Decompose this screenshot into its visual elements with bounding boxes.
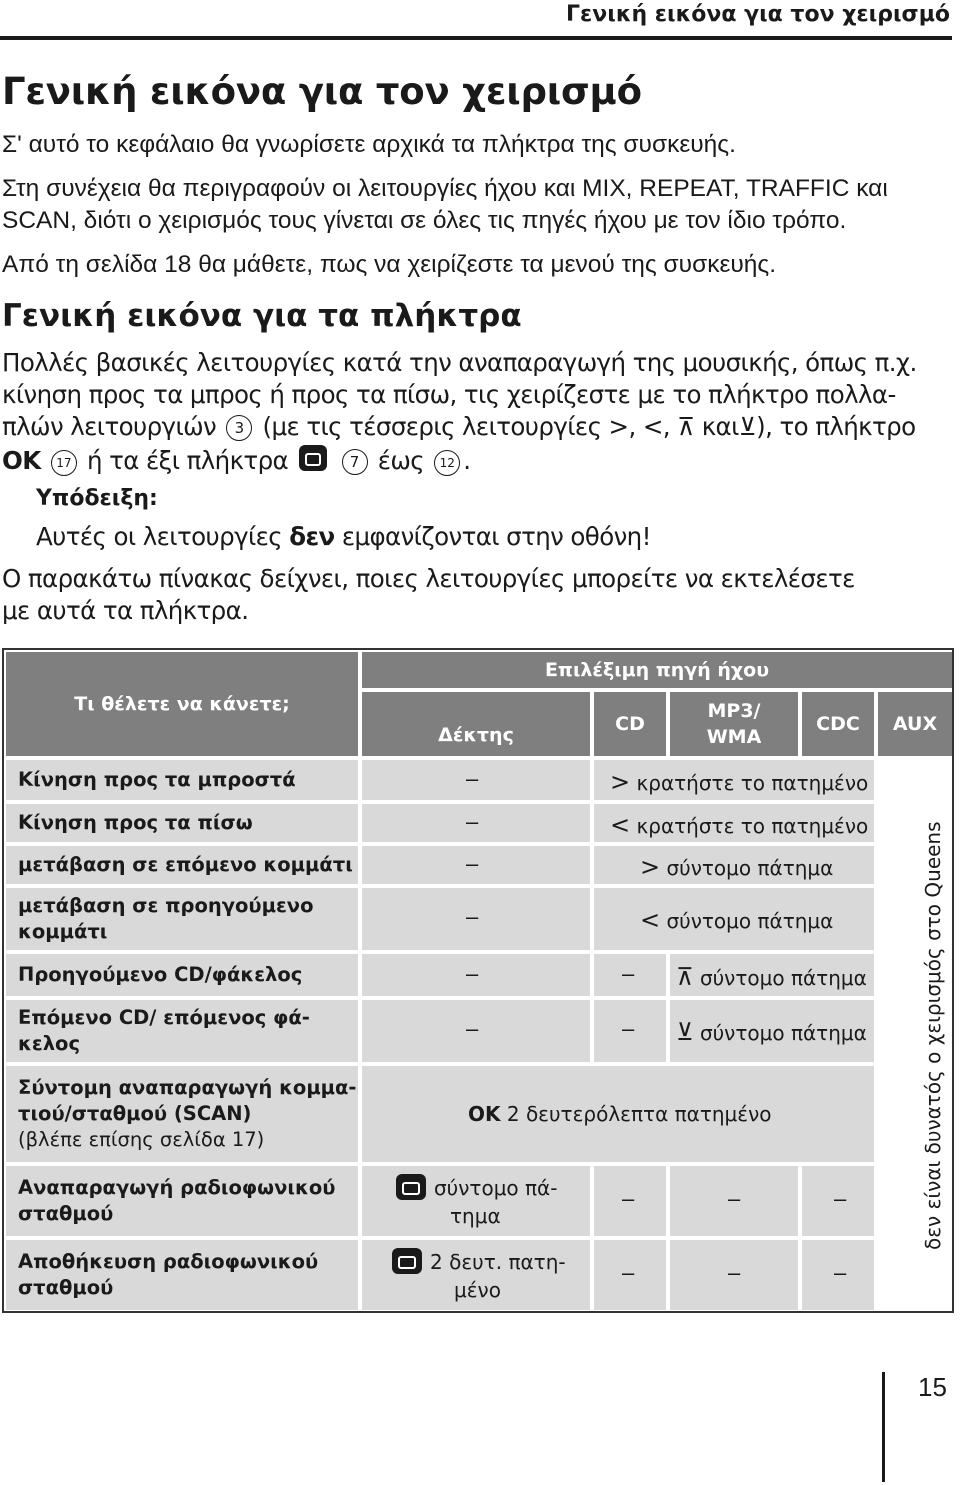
row-9-cdc	[802, 1240, 874, 1310]
next-symbol: >	[640, 853, 661, 881]
row-8-tuner	[362, 1166, 590, 1236]
row-6-cd-dash: –	[622, 1016, 635, 1041]
intro-line-3: SCAN, διότι ο χειρισμός τους γίνεται σε όλες τις πηγές ήχου με τον ίδιο τρόπο.	[2, 207, 847, 234]
keys-and: και	[701, 412, 739, 441]
row-9-cdc-dash: –	[834, 1260, 847, 1285]
row-1-value	[594, 760, 874, 800]
aux-note: δεν είναι δυνατός ο χειρισμός στο Queens	[921, 821, 945, 1250]
row-9-tuner	[362, 1240, 590, 1310]
key-number-12: 12	[434, 450, 460, 476]
row-4-tuner-dash: –	[466, 904, 479, 929]
row-8-text-2: τημα	[450, 1204, 501, 1228]
row-9-cd-dash: –	[622, 1260, 635, 1285]
row-4-label-1: μετάβαση σε προηγούμενο	[18, 894, 314, 917]
row-6-label-2: κελος	[18, 1032, 81, 1055]
col-aux: AUX	[878, 692, 952, 756]
row-5-value	[670, 954, 874, 996]
row-8-text-1: σύντομο πά-	[434, 1176, 558, 1200]
row-1-tuner-dash: –	[466, 766, 479, 791]
next-symbol: >	[610, 768, 631, 796]
col-cd: CD	[594, 692, 666, 756]
row-2-label: Κίνηση προς τα πίσω	[6, 804, 358, 842]
header-source: Επιλέξιμη πηγή ήχου	[362, 652, 952, 688]
preset-key-icon	[396, 1174, 426, 1200]
row-5-cd	[594, 954, 666, 996]
row-8-cdc-dash: –	[834, 1186, 847, 1211]
row-3-tuner	[362, 846, 590, 884]
outro-line-1: Ο παρακάτω πίνακας δείχνει, ποιες λειτουργίες μπορείτε να εκτελέσετε	[2, 564, 855, 593]
row-4-tuner	[362, 888, 590, 950]
prev-symbol: <	[610, 811, 631, 839]
row-2-value-text	[610, 811, 868, 839]
row-6-value	[670, 1000, 874, 1062]
row-6-cd	[594, 1000, 666, 1062]
row-6-tuner	[362, 1000, 590, 1062]
hint-text	[36, 520, 651, 554]
up-arrow-icon: ⊼	[677, 412, 695, 441]
outro-line-2: με αυτά τα πλήκτρα.	[2, 596, 249, 625]
col-mp3-wma	[670, 692, 798, 756]
key-number-17: 17	[51, 450, 77, 476]
running-header: Γενική εικόνα για τον χειρισμό	[566, 2, 950, 27]
functions-table	[2, 648, 954, 1313]
row-3-label: μετάβαση σε επόμενο κομμάτι	[6, 846, 358, 884]
row-7-label-2: τιού/σταθμού (SCAN)	[18, 1102, 252, 1125]
row-2-tuner	[362, 804, 590, 842]
hint-text-b: εμφανίζονται στην οθόνη!	[341, 522, 651, 551]
row-5-label: Προηγούμενο CD/φάκελος	[6, 954, 358, 996]
intro-line-1: Σ' αυτό το κεφάλαιο θα γνωρίσετε αρχικά τα πλήκτρα της συσκευής.	[2, 131, 736, 158]
intro-line-4: Από τη σελίδα 18 θα μάθετε, πως να χειρίζεστε τα μενού της συσκευής.	[2, 251, 776, 278]
row-3-value-text	[640, 853, 833, 881]
row-2-text: κρατήστε το πατημένο	[636, 814, 869, 838]
row-4-label	[6, 888, 358, 950]
row-6-tuner-dash: –	[466, 1016, 479, 1041]
ok-key-label: OK	[2, 446, 41, 475]
row-4-value	[594, 888, 874, 950]
keys-line-3-b: (με τις τέσσερις λειτουργίες >, <,	[262, 412, 670, 441]
up-folder-icon: ⊼	[676, 963, 694, 991]
row-7-text: 2 δευτερόλεπτα πατημένο	[506, 1102, 772, 1126]
row-8-mp3	[670, 1166, 798, 1236]
row-6-value-text	[676, 1018, 867, 1046]
keys-period: .	[463, 446, 471, 475]
page-number-rule	[882, 1372, 885, 1482]
intro-line-2: Στη συνέχεια θα περιγραφούν οι λειτουργίες ήχου και MIX, REPEAT, TRAFFIC και	[2, 175, 888, 202]
col-tuner-label: Δέκτης	[438, 724, 514, 746]
row-9-mp3	[670, 1240, 798, 1310]
row-8-cdc	[802, 1166, 874, 1236]
row-5-tuner	[362, 954, 590, 996]
keys-line-3	[2, 410, 916, 444]
keys-line-1: Πολλές βασικές λειτουργίες κατά την αναπαραγωγή της μουσικής, όπως π.χ.	[2, 348, 917, 377]
preset-key-icon	[299, 445, 327, 471]
key-number-7: 7	[342, 449, 368, 475]
row-9-mp3-dash: –	[728, 1260, 741, 1285]
row-8-mp3-dash: –	[728, 1186, 741, 1211]
row-1-tuner	[362, 760, 590, 800]
keys-line-4	[2, 444, 470, 478]
row-9-label-1: Αποθήκευση ραδιοφωνικού	[18, 1250, 319, 1273]
row-5-text: σύντομο πάτημα	[699, 966, 867, 990]
keys-line-4-b: έως	[377, 446, 425, 475]
row-8-label-1: Αναπαραγωγή ραδιοφωνικού	[18, 1176, 336, 1199]
col-tuner	[362, 692, 590, 756]
row-4-label-2: κομμάτι	[18, 920, 108, 943]
keys-line-4-a: ή τα έξι πλήκτρα	[87, 446, 289, 475]
page-title: Γενική εικόνα για τον χειρισμό	[2, 70, 642, 113]
row-8-cd-dash: –	[622, 1186, 635, 1211]
row-8-cd	[594, 1166, 666, 1236]
hint-text-a: Αυτές οι λειτουργίες	[36, 522, 283, 551]
header-rule	[0, 36, 952, 40]
row-9-label-2: σταθμού	[18, 1276, 114, 1299]
row-7-label-3: (βλέπε επίσης σελίδα 17)	[18, 1128, 265, 1151]
row-1-label: Κίνηση προς τα μπροστά	[6, 760, 358, 800]
row-7-value-text	[468, 1102, 772, 1126]
row-7-label-1: Σύντομη αναπαραγωγή κομμα-	[18, 1076, 357, 1099]
row-6-text: σύντομο πάτημα	[699, 1021, 867, 1045]
row-1-text: κρατήστε το πατημένο	[636, 771, 869, 795]
row-2-tuner-dash: –	[466, 809, 479, 834]
hint-text-bold: δεν	[289, 522, 335, 551]
row-7-value	[362, 1066, 874, 1162]
row-4-text: σύντομο πάτημα	[666, 909, 834, 933]
row-3-tuner-dash: –	[466, 851, 479, 876]
prev-symbol: <	[640, 906, 661, 934]
down-folder-icon: ⊻	[676, 1018, 694, 1046]
row-1-value-text	[610, 768, 868, 796]
row-6-label-1: Επόμενο CD/ επόμενος φά-	[18, 1006, 310, 1029]
row-2-value	[594, 804, 874, 842]
page-number: 15	[918, 1372, 947, 1402]
row-3-value	[594, 846, 874, 884]
row-9-text-2: μένο	[454, 1278, 501, 1302]
row-4-value-text	[640, 906, 833, 934]
keys-line-3-a: πλών λειτουργιών	[2, 412, 217, 441]
row-7-label	[6, 1066, 358, 1162]
col-cdc: CDC	[802, 692, 874, 756]
row-9-cd	[594, 1240, 666, 1310]
col-mp3-label: MP3/	[707, 700, 761, 722]
row-9-label	[6, 1240, 358, 1310]
row-8-label	[6, 1166, 358, 1236]
row-6-label	[6, 1000, 358, 1062]
keys-line-2: κίνηση προς τα μπρος ή προς τα πίσω, τις χειρίζεστε με το πλήκτρο πολλα-	[2, 380, 896, 409]
row-3-text: σύντομο πάτημα	[666, 856, 834, 880]
hint-title: Υπόδειξη:	[36, 486, 158, 511]
row-5-value-text	[676, 963, 867, 991]
preset-key-icon	[392, 1248, 422, 1274]
section-title: Γενική εικόνα για τα πλήκτρα	[2, 298, 522, 334]
key-number-3: 3	[226, 415, 252, 441]
row-5-tuner-dash: –	[466, 961, 479, 986]
header-action: Τι θέλετε να κάνετε;	[6, 652, 358, 756]
row-7-ok: OK	[468, 1102, 501, 1126]
down-arrow-icon: ⊻	[738, 412, 757, 441]
row-5-cd-dash: –	[622, 961, 635, 986]
row-9-text-1: 2 δευτ. πατη-	[430, 1250, 566, 1274]
row-8-label-2: σταθμού	[18, 1202, 114, 1225]
col-wma-label: WMA	[706, 726, 762, 748]
keys-line-3-c: ), το πλήκτρο	[756, 412, 916, 441]
